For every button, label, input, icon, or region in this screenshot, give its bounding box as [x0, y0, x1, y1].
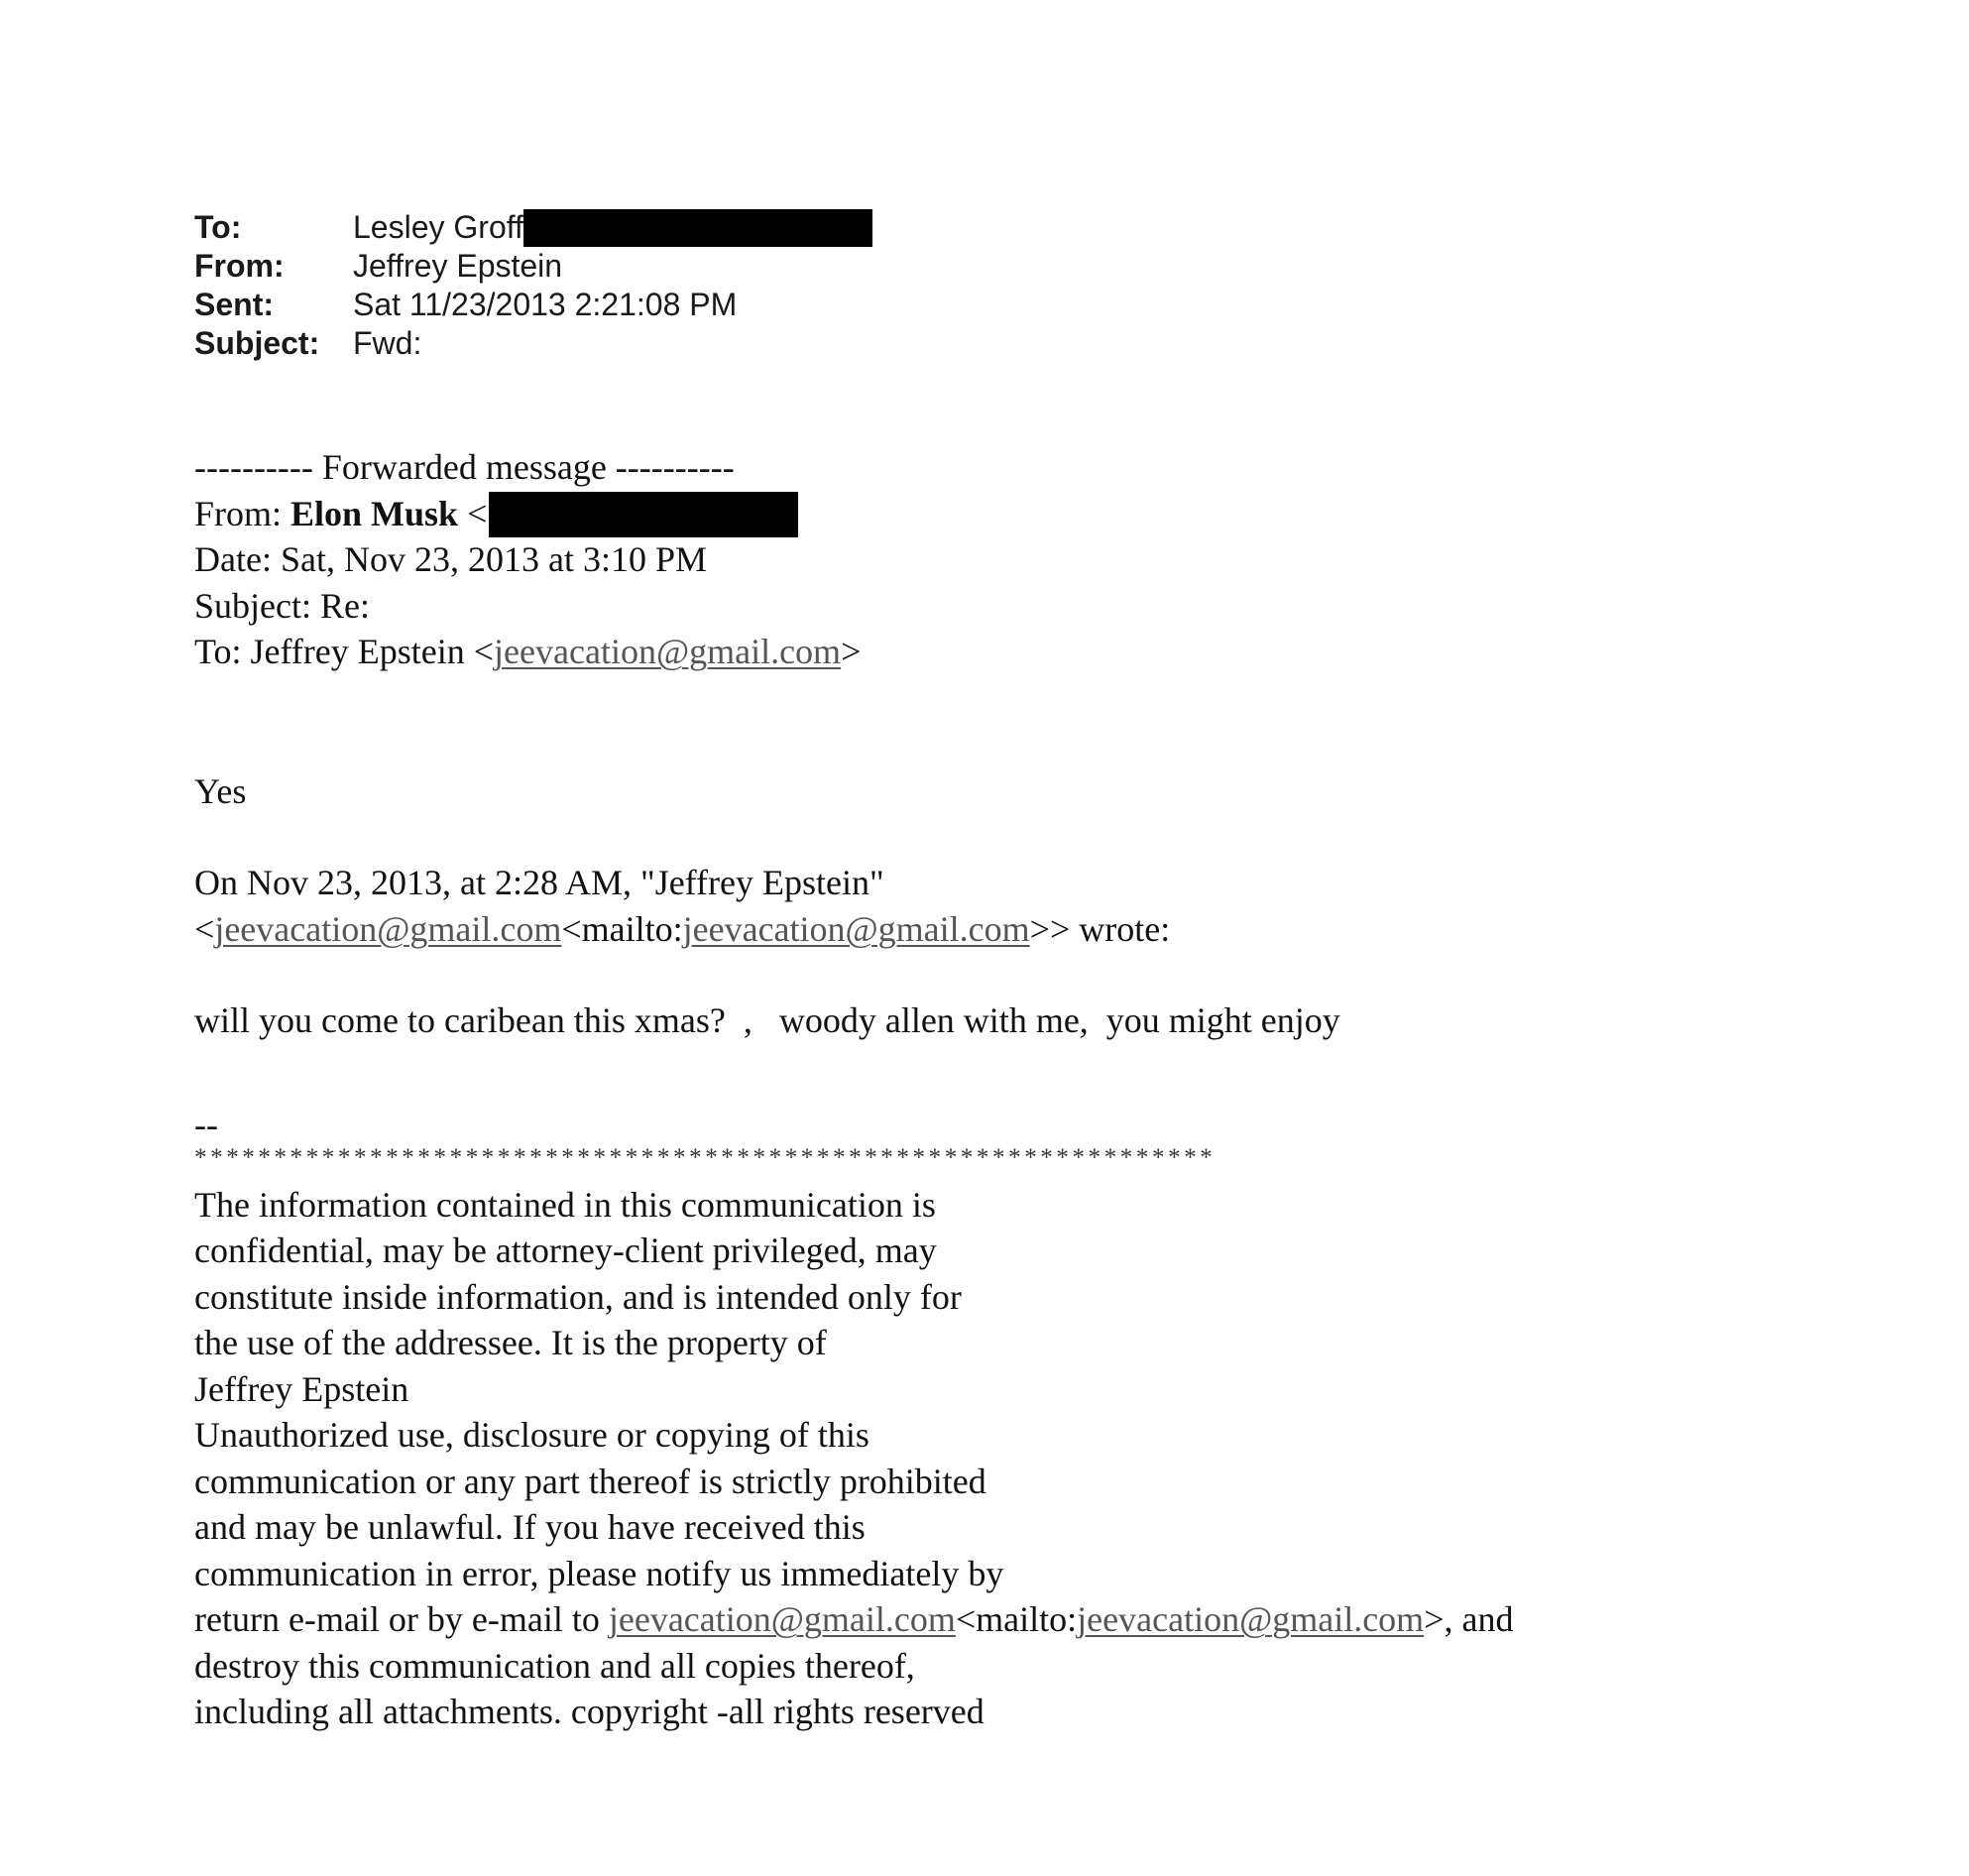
subject-value: Fwd: — [353, 325, 422, 361]
from-value: Jeffrey Epstein — [353, 248, 563, 284]
signature-dashes: -- — [194, 1104, 218, 1144]
email-link[interactable]: jeevacation@gmail.com — [214, 908, 562, 949]
to-value — [353, 208, 872, 247]
signature-line: the use of the addressee. It is the property of — [194, 1323, 827, 1362]
email-link[interactable]: jeevacation@gmail.com — [682, 908, 1030, 949]
signature-stars: **************************************************************** — [194, 1144, 1216, 1171]
signature-line: destroy this communication and all copies thereof, — [194, 1645, 915, 1686]
email-body — [194, 444, 1513, 1735]
header-subject-row — [194, 324, 872, 363]
email-link[interactable]: jeevacation@gmail.com — [1077, 1599, 1425, 1639]
quoted-message: will you come to caribean this xmas? , woody allen with me, you might enjoy — [194, 1000, 1340, 1040]
quoted-intro-email-line — [194, 906, 1513, 953]
signature-line: confidential, may be attorney-client privileged, may — [194, 1231, 937, 1270]
return-mailto: <mailto: — [955, 1599, 1078, 1639]
return-prefix: return e-mail or by e-mail to — [194, 1599, 609, 1639]
reply-text: Yes — [194, 770, 247, 811]
spacer — [194, 1044, 1513, 1090]
forwarded-from-name: Elon Musk — [290, 493, 459, 533]
spacer — [194, 952, 1513, 997]
header-sent-row — [194, 286, 872, 324]
signature-line: communication in error, please notify us immediately by — [194, 1553, 1004, 1593]
email-link[interactable]: jeevacation@gmail.com — [494, 632, 842, 671]
signature-line: The information contained in this communication is — [194, 1184, 936, 1225]
redaction-box — [523, 209, 872, 247]
forwarded-subject-line: Subject: Re: — [194, 585, 370, 626]
signature-line: and may be unlawful. If you have received this — [194, 1507, 866, 1547]
return-suffix: >, and — [1424, 1599, 1514, 1639]
from-label: From: — [194, 248, 285, 284]
quoted-close: >> wrote: — [1029, 908, 1171, 949]
forwarded-to-prefix: To: Jeffrey Epstein < — [194, 632, 495, 671]
sent-value: Sat 11/23/2013 2:21:08 PM — [353, 287, 738, 322]
forwarded-date-line: Date: Sat, Nov 23, 2013 at 3:10 PM — [194, 539, 707, 579]
forwarded-from-bracket: < — [458, 493, 488, 533]
header-from-row — [194, 247, 872, 286]
forwarded-to-line — [194, 629, 1513, 675]
forwarded-from-line — [194, 491, 1513, 537]
signature-line: communication or any part thereof is strictly prohibited — [194, 1461, 986, 1501]
quoted-mailto: <mailto: — [561, 908, 683, 949]
subject-label: Subject: — [194, 325, 320, 361]
redaction-box — [489, 492, 798, 537]
signature-line: Jeffrey Epstein — [194, 1368, 409, 1409]
sent-label: Sent: — [194, 287, 274, 322]
quoted-open: < — [194, 908, 215, 949]
spacer — [194, 675, 1513, 768]
signature-line: Unauthorized use, disclosure or copying of this — [194, 1415, 869, 1455]
to-recipient-name: Lesley Groff — [353, 209, 523, 245]
forwarded-from-prefix: From: — [194, 493, 291, 533]
quoted-intro-line: On Nov 23, 2013, at 2:28 AM, "Jeffrey Epstein" — [194, 863, 884, 902]
header-to-row — [194, 208, 872, 247]
signature-line: including all attachments. copyright -all rights reserved — [194, 1692, 984, 1731]
to-label: To: — [194, 209, 242, 245]
email-header — [194, 208, 872, 363]
spacer — [194, 814, 1513, 860]
signature-line: constitute inside information, and is intended only for — [194, 1276, 962, 1317]
signature-return-line — [194, 1596, 1513, 1643]
forwarded-to-suffix: > — [841, 632, 862, 671]
forwarded-divider: ---------- Forwarded message ---------- — [194, 447, 735, 487]
email-link[interactable]: jeevacation@gmail.com — [608, 1599, 956, 1639]
